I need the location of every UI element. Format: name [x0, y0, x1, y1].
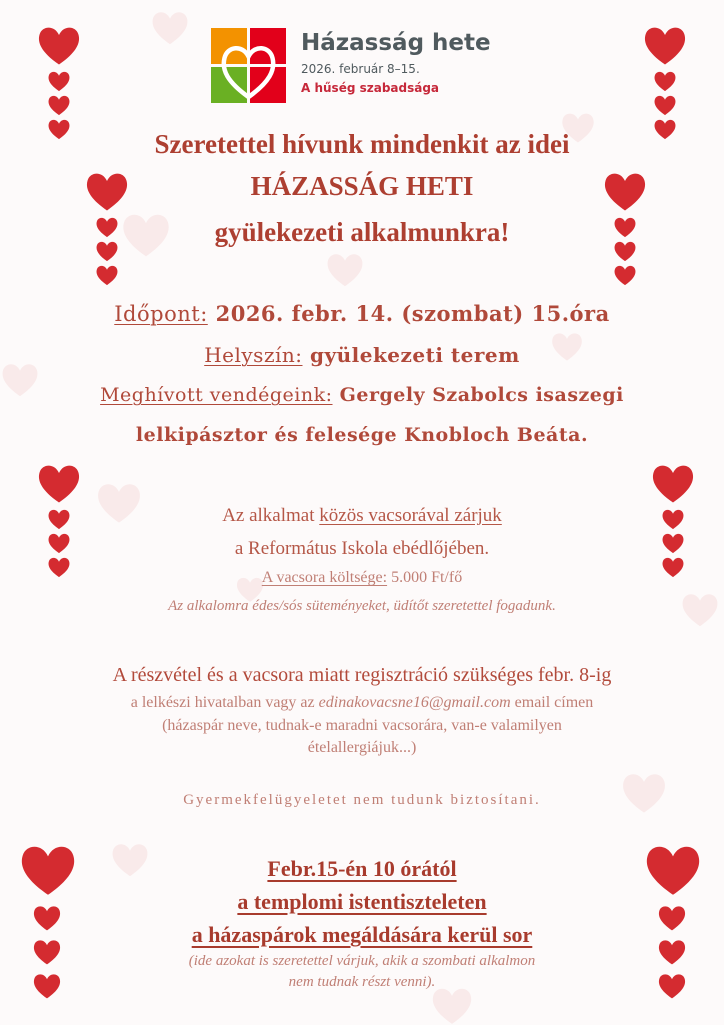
sunday-line-2: a templomi istentiszteleten	[237, 889, 487, 914]
logo-title: Házasság hete	[301, 30, 491, 56]
registration-line-2-pre: a lelkészi hivatalban vagy az	[130, 694, 315, 711]
headline-line-2: HÁZASSÁG HETI	[250, 171, 474, 201]
dinner-line-2: a Református Iskola ebédlőjében.	[234, 538, 490, 559]
registration-email: edinakovacsne16@gmail.com	[318, 694, 511, 711]
dinner-note: Az alkalomra édes/sós süteményeket, üdítőt szeretettel fogadunk.	[168, 598, 556, 614]
time-row	[0, 301, 724, 326]
sunday-note-1: (ide azokat is szeretettel várjuk, akik a szombati alkalmon	[188, 953, 536, 969]
time-label: Időpont:	[114, 302, 208, 326]
guests-value-1: Gergely Szabolcs isaszegi	[339, 384, 624, 406]
background-heart	[325, 250, 365, 288]
sunday-line-1: Febr.15-én 10 órától	[267, 856, 457, 881]
guests-label: Meghívott vendégeink:	[100, 384, 333, 406]
sunday-line-3: a házaspárok megáldására kerül sor	[191, 922, 533, 947]
registration-line-1: A részvétel és a vacsora miatt regisztráció szükséges febr. 8-ig	[112, 664, 612, 686]
dinner-cost-label: A vacsora költsége:	[261, 569, 388, 586]
dinner-cost-value: 5.000 Ft/fő	[391, 569, 463, 586]
hazassag-hete-logo-icon	[211, 28, 286, 103]
place-label: Helyszín:	[204, 343, 303, 367]
time-value: 2026. febr. 14. (szombat) 15.óra	[215, 301, 610, 326]
headline-line-3: gyülekezeti alkalmunkra!	[214, 217, 510, 247]
guests-row	[0, 384, 724, 406]
registration-line-2-post: email címen	[514, 694, 594, 711]
registration-line-4: ételallergiájuk...)	[307, 739, 417, 756]
place-value: gyülekezeti terem	[309, 343, 520, 367]
headline-line-1: Szeretettel hívunk mindenkit az idei	[154, 129, 570, 159]
dinner-line-1-pre: Az alkalmat	[222, 505, 315, 526]
background-heart	[150, 8, 190, 46]
guests-value-2: lelkipásztor és felesége Knobloch Beáta.	[135, 424, 589, 446]
dinner-cost-row	[0, 569, 724, 587]
logo-date: 2026. február 8–15.	[301, 62, 420, 76]
dinner-line-1	[0, 505, 724, 527]
registration-line-3: (házaspár neve, tudnak-e maradni vacsorára, van-e valamilyen	[162, 717, 562, 734]
childcare-note: Gyermekfelügyeletet nem tudunk biztosítani.	[183, 792, 541, 808]
registration-line-2	[0, 694, 724, 712]
logo-slogan: A hűség szabadsága	[301, 81, 440, 95]
background-heart	[430, 985, 474, 1025]
sunday-note-2: nem tudnak részt venni).	[288, 974, 436, 990]
place-row	[0, 343, 724, 367]
dinner-line-1-underlined: közös vacsorával zárjuk	[319, 505, 502, 526]
